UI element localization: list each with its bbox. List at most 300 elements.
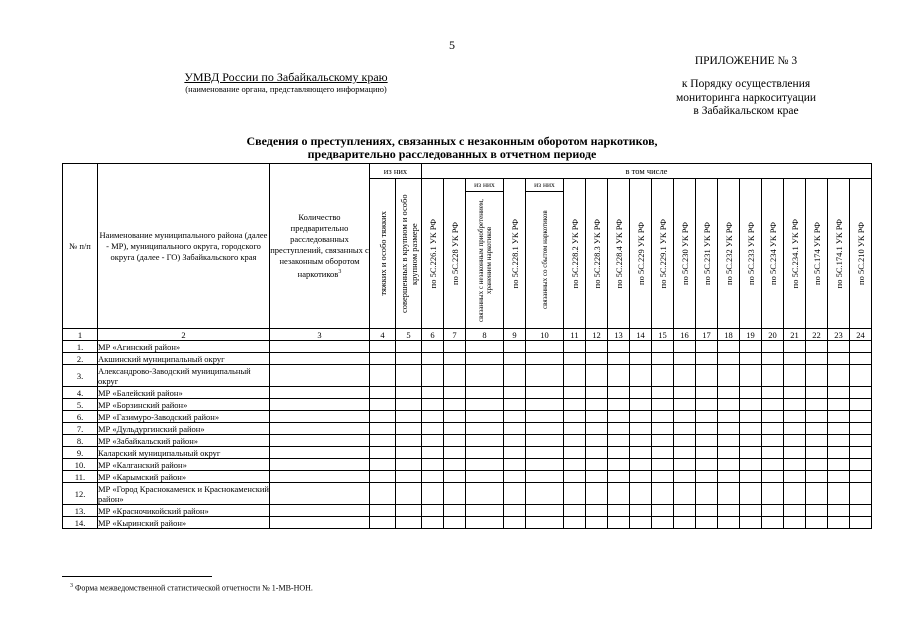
- data-cell[interactable]: [608, 387, 630, 399]
- data-cell[interactable]: [444, 365, 466, 387]
- data-cell[interactable]: [630, 447, 652, 459]
- data-cell[interactable]: [850, 471, 872, 483]
- data-cell[interactable]: [466, 387, 504, 399]
- data-cell[interactable]: [444, 423, 466, 435]
- data-cell[interactable]: [630, 423, 652, 435]
- data-cell[interactable]: [270, 365, 370, 387]
- data-cell[interactable]: [270, 471, 370, 483]
- data-cell[interactable]: [564, 447, 586, 459]
- data-cell[interactable]: [696, 353, 718, 365]
- data-cell[interactable]: [674, 471, 696, 483]
- data-cell[interactable]: [740, 387, 762, 399]
- data-cell[interactable]: [784, 471, 806, 483]
- data-cell[interactable]: [370, 505, 396, 517]
- data-cell[interactable]: [422, 435, 444, 447]
- data-cell[interactable]: [396, 483, 422, 505]
- data-cell[interactable]: [828, 505, 850, 517]
- data-cell[interactable]: [762, 505, 784, 517]
- data-cell[interactable]: [850, 483, 872, 505]
- data-cell[interactable]: [608, 435, 630, 447]
- data-cell[interactable]: [696, 459, 718, 471]
- data-cell[interactable]: [762, 435, 784, 447]
- data-cell[interactable]: [696, 447, 718, 459]
- data-cell[interactable]: [586, 353, 608, 365]
- data-cell[interactable]: [526, 471, 564, 483]
- data-cell[interactable]: [564, 423, 586, 435]
- data-cell[interactable]: [652, 353, 674, 365]
- data-cell[interactable]: [526, 505, 564, 517]
- data-cell[interactable]: [564, 387, 586, 399]
- data-cell[interactable]: [444, 447, 466, 459]
- data-cell[interactable]: [806, 387, 828, 399]
- data-cell[interactable]: [762, 341, 784, 353]
- data-cell[interactable]: [718, 411, 740, 423]
- data-cell[interactable]: [396, 505, 422, 517]
- data-cell[interactable]: [718, 353, 740, 365]
- data-cell[interactable]: [740, 505, 762, 517]
- data-cell[interactable]: [718, 341, 740, 353]
- data-cell[interactable]: [718, 517, 740, 529]
- data-cell[interactable]: [806, 471, 828, 483]
- data-cell[interactable]: [270, 517, 370, 529]
- data-cell[interactable]: [696, 517, 718, 529]
- data-cell[interactable]: [396, 365, 422, 387]
- data-cell[interactable]: [674, 505, 696, 517]
- data-cell[interactable]: [270, 341, 370, 353]
- data-cell[interactable]: [850, 341, 872, 353]
- data-cell[interactable]: [784, 365, 806, 387]
- data-cell[interactable]: [740, 411, 762, 423]
- data-cell[interactable]: [718, 435, 740, 447]
- data-cell[interactable]: [504, 341, 526, 353]
- data-cell[interactable]: [396, 423, 422, 435]
- data-cell[interactable]: [466, 353, 504, 365]
- data-cell[interactable]: [564, 483, 586, 505]
- data-cell[interactable]: [586, 471, 608, 483]
- data-cell[interactable]: [696, 435, 718, 447]
- data-cell[interactable]: [630, 411, 652, 423]
- data-cell[interactable]: [444, 399, 466, 411]
- data-cell[interactable]: [608, 459, 630, 471]
- data-cell[interactable]: [850, 423, 872, 435]
- data-cell[interactable]: [850, 399, 872, 411]
- data-cell[interactable]: [370, 447, 396, 459]
- data-cell[interactable]: [674, 435, 696, 447]
- data-cell[interactable]: [504, 483, 526, 505]
- data-cell[interactable]: [564, 517, 586, 529]
- data-cell[interactable]: [850, 387, 872, 399]
- data-cell[interactable]: [674, 447, 696, 459]
- data-cell[interactable]: [526, 459, 564, 471]
- data-cell[interactable]: [396, 399, 422, 411]
- data-cell[interactable]: [630, 483, 652, 505]
- data-cell[interactable]: [762, 483, 784, 505]
- data-cell[interactable]: [828, 353, 850, 365]
- data-cell[interactable]: [740, 399, 762, 411]
- data-cell[interactable]: [466, 483, 504, 505]
- data-cell[interactable]: [370, 423, 396, 435]
- data-cell[interactable]: [784, 517, 806, 529]
- data-cell[interactable]: [630, 459, 652, 471]
- data-cell[interactable]: [608, 399, 630, 411]
- data-cell[interactable]: [828, 517, 850, 529]
- data-cell[interactable]: [270, 387, 370, 399]
- data-cell[interactable]: [422, 505, 444, 517]
- data-cell[interactable]: [586, 341, 608, 353]
- data-cell[interactable]: [696, 505, 718, 517]
- data-cell[interactable]: [526, 341, 564, 353]
- data-cell[interactable]: [466, 341, 504, 353]
- data-cell[interactable]: [444, 471, 466, 483]
- data-cell[interactable]: [422, 365, 444, 387]
- data-cell[interactable]: [422, 447, 444, 459]
- data-cell[interactable]: [422, 423, 444, 435]
- data-cell[interactable]: [564, 435, 586, 447]
- data-cell[interactable]: [504, 411, 526, 423]
- data-cell[interactable]: [270, 435, 370, 447]
- data-cell[interactable]: [674, 353, 696, 365]
- data-cell[interactable]: [696, 483, 718, 505]
- data-cell[interactable]: [608, 423, 630, 435]
- data-cell[interactable]: [608, 483, 630, 505]
- data-cell[interactable]: [718, 459, 740, 471]
- data-cell[interactable]: [396, 411, 422, 423]
- data-cell[interactable]: [828, 471, 850, 483]
- data-cell[interactable]: [422, 483, 444, 505]
- data-cell[interactable]: [586, 423, 608, 435]
- data-cell[interactable]: [652, 471, 674, 483]
- data-cell[interactable]: [564, 505, 586, 517]
- data-cell[interactable]: [270, 483, 370, 505]
- data-cell[interactable]: [564, 459, 586, 471]
- data-cell[interactable]: [762, 387, 784, 399]
- data-cell[interactable]: [784, 387, 806, 399]
- data-cell[interactable]: [396, 447, 422, 459]
- data-cell[interactable]: [740, 483, 762, 505]
- data-cell[interactable]: [784, 447, 806, 459]
- data-cell[interactable]: [630, 399, 652, 411]
- data-cell[interactable]: [586, 411, 608, 423]
- data-cell[interactable]: [740, 447, 762, 459]
- data-cell[interactable]: [696, 471, 718, 483]
- data-cell[interactable]: [806, 341, 828, 353]
- data-cell[interactable]: [422, 459, 444, 471]
- data-cell[interactable]: [630, 435, 652, 447]
- data-cell[interactable]: [850, 447, 872, 459]
- data-cell[interactable]: [270, 459, 370, 471]
- data-cell[interactable]: [586, 505, 608, 517]
- data-cell[interactable]: [828, 365, 850, 387]
- data-cell[interactable]: [270, 423, 370, 435]
- data-cell[interactable]: [422, 387, 444, 399]
- data-cell[interactable]: [828, 483, 850, 505]
- data-cell[interactable]: [370, 353, 396, 365]
- data-cell[interactable]: [630, 517, 652, 529]
- data-cell[interactable]: [652, 517, 674, 529]
- data-cell[interactable]: [740, 471, 762, 483]
- data-cell[interactable]: [784, 399, 806, 411]
- data-cell[interactable]: [630, 505, 652, 517]
- data-cell[interactable]: [270, 399, 370, 411]
- data-cell[interactable]: [444, 387, 466, 399]
- data-cell[interactable]: [828, 399, 850, 411]
- data-cell[interactable]: [850, 435, 872, 447]
- data-cell[interactable]: [466, 423, 504, 435]
- data-cell[interactable]: [828, 459, 850, 471]
- data-cell[interactable]: [652, 459, 674, 471]
- data-cell[interactable]: [504, 399, 526, 411]
- data-cell[interactable]: [608, 505, 630, 517]
- data-cell[interactable]: [504, 505, 526, 517]
- data-cell[interactable]: [564, 365, 586, 387]
- data-cell[interactable]: [652, 423, 674, 435]
- data-cell[interactable]: [652, 411, 674, 423]
- data-cell[interactable]: [806, 447, 828, 459]
- data-cell[interactable]: [674, 341, 696, 353]
- data-cell[interactable]: [466, 399, 504, 411]
- data-cell[interactable]: [504, 471, 526, 483]
- data-cell[interactable]: [828, 447, 850, 459]
- data-cell[interactable]: [370, 459, 396, 471]
- data-cell[interactable]: [526, 411, 564, 423]
- data-cell[interactable]: [762, 459, 784, 471]
- data-cell[interactable]: [504, 423, 526, 435]
- data-cell[interactable]: [740, 435, 762, 447]
- data-cell[interactable]: [608, 365, 630, 387]
- data-cell[interactable]: [586, 459, 608, 471]
- data-cell[interactable]: [370, 411, 396, 423]
- data-cell[interactable]: [696, 411, 718, 423]
- data-cell[interactable]: [652, 365, 674, 387]
- data-cell[interactable]: [696, 387, 718, 399]
- data-cell[interactable]: [586, 483, 608, 505]
- data-cell[interactable]: [396, 435, 422, 447]
- data-cell[interactable]: [718, 387, 740, 399]
- data-cell[interactable]: [696, 365, 718, 387]
- data-cell[interactable]: [526, 353, 564, 365]
- data-cell[interactable]: [828, 435, 850, 447]
- data-cell[interactable]: [784, 505, 806, 517]
- data-cell[interactable]: [828, 387, 850, 399]
- data-cell[interactable]: [466, 365, 504, 387]
- data-cell[interactable]: [608, 353, 630, 365]
- data-cell[interactable]: [586, 399, 608, 411]
- data-cell[interactable]: [740, 517, 762, 529]
- data-cell[interactable]: [850, 505, 872, 517]
- data-cell[interactable]: [630, 353, 652, 365]
- data-cell[interactable]: [762, 471, 784, 483]
- data-cell[interactable]: [396, 517, 422, 529]
- data-cell[interactable]: [850, 517, 872, 529]
- data-cell[interactable]: [630, 471, 652, 483]
- data-cell[interactable]: [526, 365, 564, 387]
- data-cell[interactable]: [806, 365, 828, 387]
- data-cell[interactable]: [526, 399, 564, 411]
- data-cell[interactable]: [370, 387, 396, 399]
- data-cell[interactable]: [370, 435, 396, 447]
- data-cell[interactable]: [740, 353, 762, 365]
- data-cell[interactable]: [630, 365, 652, 387]
- data-cell[interactable]: [466, 459, 504, 471]
- data-cell[interactable]: [270, 411, 370, 423]
- data-cell[interactable]: [370, 341, 396, 353]
- data-cell[interactable]: [740, 459, 762, 471]
- data-cell[interactable]: [674, 483, 696, 505]
- data-cell[interactable]: [652, 399, 674, 411]
- data-cell[interactable]: [850, 365, 872, 387]
- data-cell[interactable]: [784, 423, 806, 435]
- data-cell[interactable]: [784, 483, 806, 505]
- data-cell[interactable]: [718, 423, 740, 435]
- data-cell[interactable]: [466, 505, 504, 517]
- data-cell[interactable]: [444, 411, 466, 423]
- data-cell[interactable]: [718, 365, 740, 387]
- data-cell[interactable]: [526, 387, 564, 399]
- data-cell[interactable]: [718, 471, 740, 483]
- data-cell[interactable]: [396, 353, 422, 365]
- data-cell[interactable]: [504, 459, 526, 471]
- data-cell[interactable]: [564, 471, 586, 483]
- data-cell[interactable]: [370, 399, 396, 411]
- data-cell[interactable]: [828, 341, 850, 353]
- data-cell[interactable]: [422, 411, 444, 423]
- data-cell[interactable]: [828, 423, 850, 435]
- data-cell[interactable]: [444, 517, 466, 529]
- data-cell[interactable]: [422, 471, 444, 483]
- data-cell[interactable]: [806, 399, 828, 411]
- data-cell[interactable]: [564, 411, 586, 423]
- data-cell[interactable]: [806, 517, 828, 529]
- data-cell[interactable]: [608, 517, 630, 529]
- data-cell[interactable]: [466, 411, 504, 423]
- data-cell[interactable]: [784, 353, 806, 365]
- data-cell[interactable]: [674, 365, 696, 387]
- data-cell[interactable]: [608, 447, 630, 459]
- data-cell[interactable]: [526, 447, 564, 459]
- data-cell[interactable]: [564, 341, 586, 353]
- data-cell[interactable]: [674, 517, 696, 529]
- data-cell[interactable]: [630, 387, 652, 399]
- data-cell[interactable]: [806, 435, 828, 447]
- data-cell[interactable]: [526, 517, 564, 529]
- data-cell[interactable]: [762, 353, 784, 365]
- data-cell[interactable]: [762, 423, 784, 435]
- data-cell[interactable]: [630, 341, 652, 353]
- data-cell[interactable]: [586, 517, 608, 529]
- data-cell[interactable]: [466, 517, 504, 529]
- data-cell[interactable]: [422, 353, 444, 365]
- data-cell[interactable]: [674, 387, 696, 399]
- data-cell[interactable]: [422, 399, 444, 411]
- data-cell[interactable]: [564, 353, 586, 365]
- data-cell[interactable]: [396, 459, 422, 471]
- data-cell[interactable]: [422, 341, 444, 353]
- data-cell[interactable]: [444, 459, 466, 471]
- data-cell[interactable]: [828, 411, 850, 423]
- data-cell[interactable]: [466, 471, 504, 483]
- data-cell[interactable]: [652, 435, 674, 447]
- data-cell[interactable]: [784, 435, 806, 447]
- data-cell[interactable]: [370, 517, 396, 529]
- data-cell[interactable]: [718, 505, 740, 517]
- data-cell[interactable]: [504, 365, 526, 387]
- data-cell[interactable]: [466, 447, 504, 459]
- data-cell[interactable]: [674, 411, 696, 423]
- data-cell[interactable]: [526, 423, 564, 435]
- data-cell[interactable]: [444, 435, 466, 447]
- data-cell[interactable]: [718, 447, 740, 459]
- data-cell[interactable]: [740, 341, 762, 353]
- data-cell[interactable]: [526, 483, 564, 505]
- data-cell[interactable]: [762, 517, 784, 529]
- data-cell[interactable]: [444, 483, 466, 505]
- data-cell[interactable]: [762, 411, 784, 423]
- data-cell[interactable]: [850, 353, 872, 365]
- data-cell[interactable]: [466, 435, 504, 447]
- data-cell[interactable]: [270, 505, 370, 517]
- data-cell[interactable]: [608, 471, 630, 483]
- data-cell[interactable]: [806, 423, 828, 435]
- data-cell[interactable]: [784, 341, 806, 353]
- data-cell[interactable]: [696, 399, 718, 411]
- data-cell[interactable]: [784, 411, 806, 423]
- data-cell[interactable]: [652, 483, 674, 505]
- data-cell[interactable]: [652, 387, 674, 399]
- data-cell[interactable]: [504, 387, 526, 399]
- data-cell[interactable]: [762, 365, 784, 387]
- data-cell[interactable]: [806, 483, 828, 505]
- data-cell[interactable]: [370, 483, 396, 505]
- data-cell[interactable]: [718, 483, 740, 505]
- data-cell[interactable]: [652, 505, 674, 517]
- data-cell[interactable]: [850, 459, 872, 471]
- data-cell[interactable]: [396, 471, 422, 483]
- data-cell[interactable]: [608, 341, 630, 353]
- data-cell[interactable]: [652, 447, 674, 459]
- data-cell[interactable]: [586, 365, 608, 387]
- data-cell[interactable]: [674, 459, 696, 471]
- data-cell[interactable]: [422, 517, 444, 529]
- data-cell[interactable]: [784, 459, 806, 471]
- data-cell[interactable]: [696, 341, 718, 353]
- data-cell[interactable]: [718, 399, 740, 411]
- data-cell[interactable]: [652, 341, 674, 353]
- data-cell[interactable]: [674, 399, 696, 411]
- data-cell[interactable]: [696, 423, 718, 435]
- data-cell[interactable]: [806, 353, 828, 365]
- data-cell[interactable]: [270, 353, 370, 365]
- data-cell[interactable]: [564, 399, 586, 411]
- data-cell[interactable]: [504, 353, 526, 365]
- data-cell[interactable]: [806, 459, 828, 471]
- data-cell[interactable]: [370, 471, 396, 483]
- data-cell[interactable]: [526, 435, 564, 447]
- data-cell[interactable]: [762, 399, 784, 411]
- data-cell[interactable]: [586, 447, 608, 459]
- data-cell[interactable]: [444, 341, 466, 353]
- data-cell[interactable]: [444, 505, 466, 517]
- data-cell[interactable]: [740, 423, 762, 435]
- data-cell[interactable]: [586, 387, 608, 399]
- data-cell[interactable]: [608, 411, 630, 423]
- data-cell[interactable]: [504, 517, 526, 529]
- data-cell[interactable]: [444, 353, 466, 365]
- data-cell[interactable]: [504, 435, 526, 447]
- data-cell[interactable]: [762, 447, 784, 459]
- data-cell[interactable]: [370, 365, 396, 387]
- data-cell[interactable]: [396, 341, 422, 353]
- data-cell[interactable]: [674, 423, 696, 435]
